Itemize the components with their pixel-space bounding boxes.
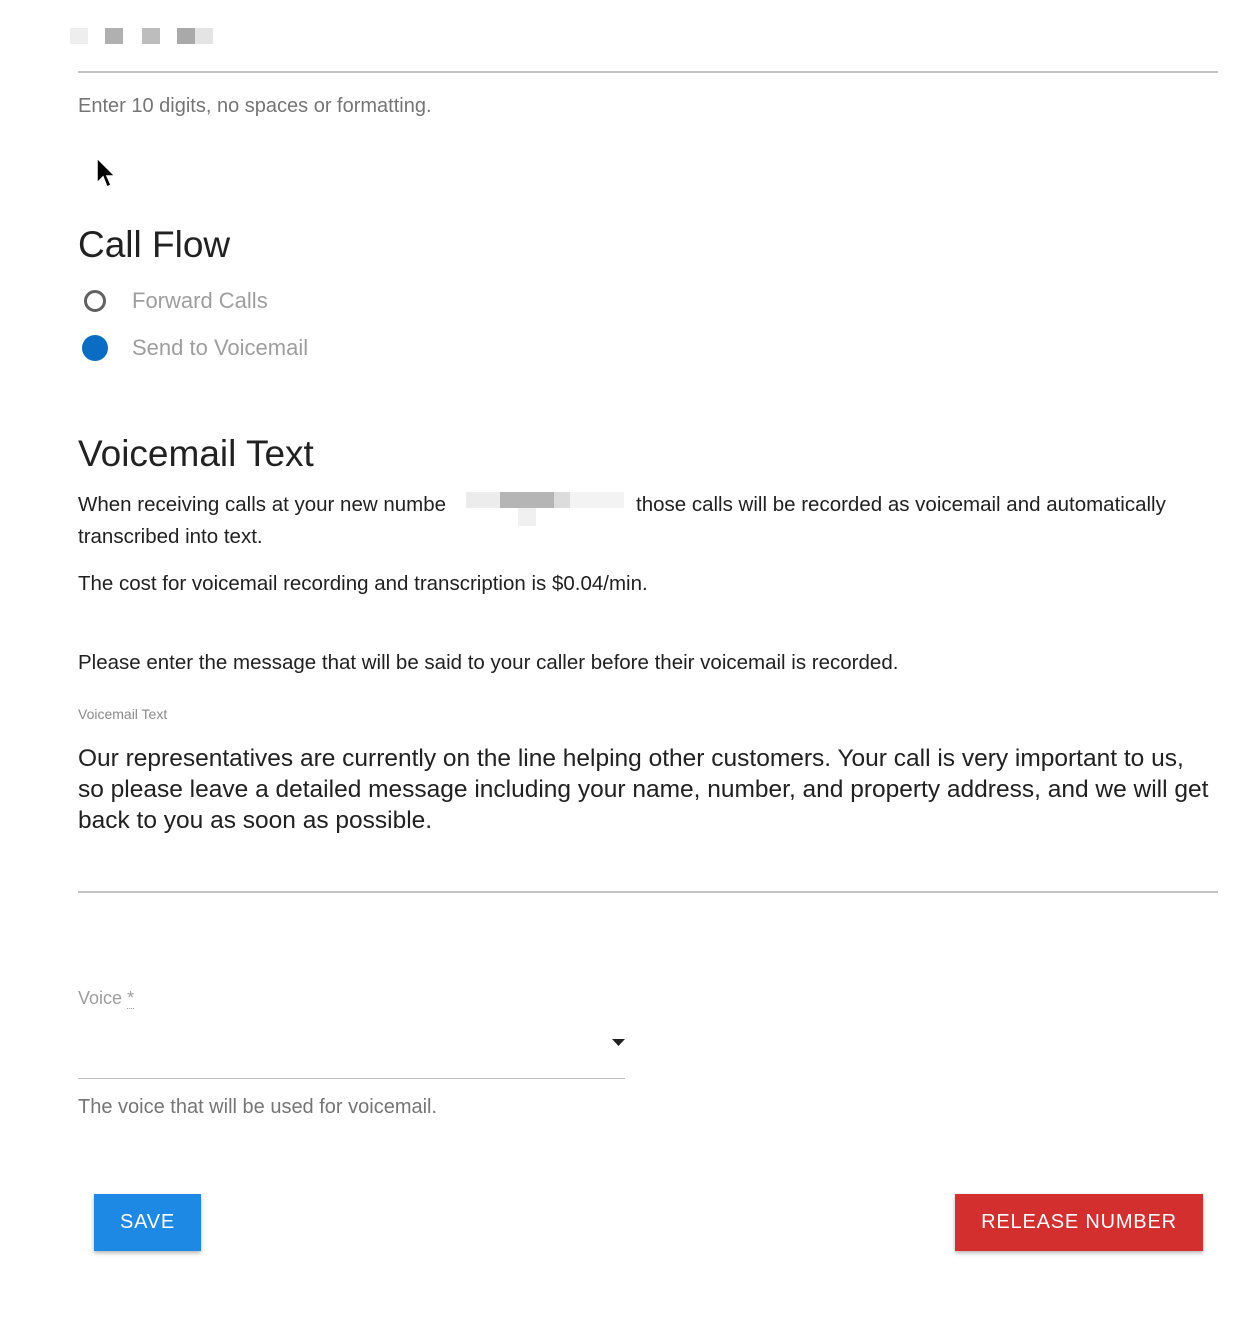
voice-helper-text: The voice that will be used for voicemail. xyxy=(78,1096,438,1118)
radio-label: Send to Voicemail xyxy=(132,335,309,360)
voicemail-text-underline xyxy=(78,891,1218,893)
voice-label xyxy=(78,988,134,1009)
voice-select[interactable] xyxy=(78,1020,625,1078)
voicemail-description-line2: transcribed into text. xyxy=(78,525,263,548)
radio-send-to-voicemail[interactable] xyxy=(84,333,308,363)
voice-label-text: Voice xyxy=(78,988,123,1008)
voicemail-description-end: those calls will be recorded as voicemail and automatically xyxy=(636,493,1166,516)
voicemail-heading: Voicemail Text xyxy=(78,433,314,474)
radio-unchecked-icon xyxy=(84,290,106,312)
voicemail-text-field[interactable]: Our representatives are currently on the line helping other customers. Your call is very important to us, so please leave a detailed message including your name, number, and property address, and we will get back to you as soon as possible. xyxy=(78,745,1209,834)
release-number-button[interactable]: RELEASE NUMBER xyxy=(955,1194,1203,1251)
save-button[interactable]: SAVE xyxy=(94,1194,201,1251)
radio-forward-calls[interactable] xyxy=(84,286,268,316)
phone-input-underline xyxy=(78,71,1218,73)
mouse-cursor-icon xyxy=(96,157,118,191)
radio-label: Forward Calls xyxy=(132,288,268,313)
radio-checked-icon xyxy=(82,335,108,361)
phone-number-input[interactable] xyxy=(70,24,1218,72)
voice-select-underline xyxy=(78,1078,625,1079)
phone-helper-text: Enter 10 digits, no spaces or formatting. xyxy=(78,95,432,117)
caret-down-icon xyxy=(612,1039,625,1047)
voicemail-text-label: Voicemail Text xyxy=(78,706,168,722)
voicemail-description-start: When receiving calls at your new numbe xyxy=(78,493,447,516)
call-flow-heading: Call Flow xyxy=(78,224,231,265)
redacted-phone-number xyxy=(466,490,626,530)
required-mark: * xyxy=(127,988,135,1008)
voicemail-instruction-text: Please enter the message that will be said to your caller before their voicemail is recorded. xyxy=(78,651,899,674)
voicemail-cost-text: The cost for voicemail recording and transcription is $0.04/min. xyxy=(78,572,648,595)
